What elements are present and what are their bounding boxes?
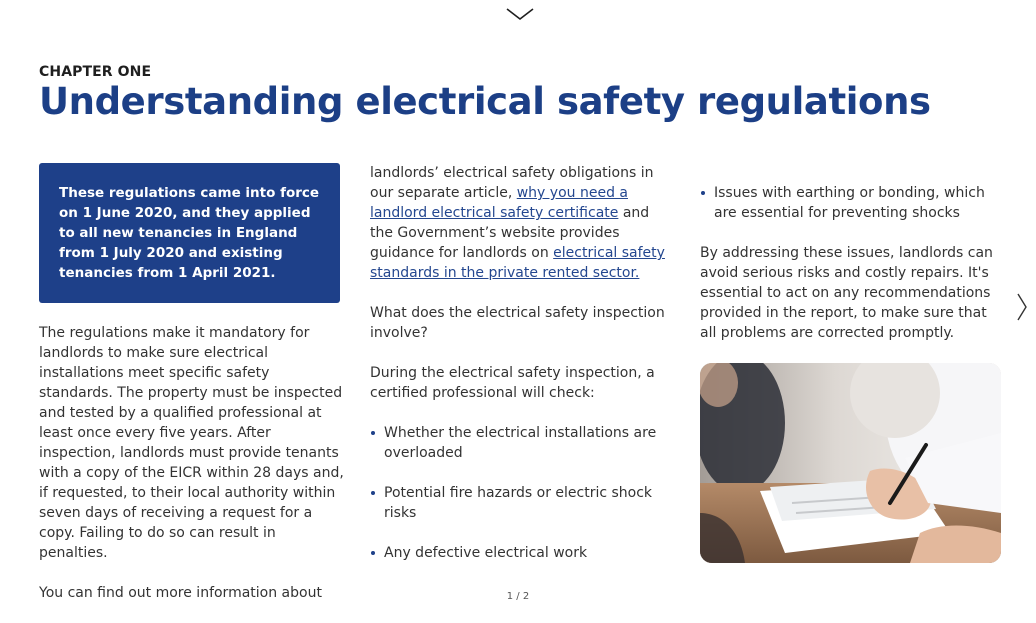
column-3-paragraph: By addressing these issues, landlords can avoid serious risks and costly repairs. It's essential to act on any recommendations provided in the report, to make sure that all problems are corrected promptly. (700, 245, 993, 341)
photo-illustration (700, 363, 1001, 563)
text-segment: and the Government’s website provides guidance for landlords on (370, 205, 650, 261)
chevron-down-icon[interactable] (505, 6, 535, 22)
chevron-right-icon[interactable] (1016, 292, 1028, 322)
column-3 (700, 183, 1005, 363)
column-1-paragraph-2: You can find out more information about (39, 585, 322, 601)
text-segment: landlords’ electrical safety obligations in our separate article, (370, 165, 654, 201)
page-title: Understanding electrical safety regulations (39, 80, 931, 123)
document-signing-photo (700, 363, 1001, 563)
column-2 (370, 163, 672, 583)
page-indicator: 1 / 2 (506, 591, 530, 602)
column-2-paragraph-links (370, 163, 672, 283)
inspection-checklist-continued (700, 183, 1005, 223)
list-item: Whether the electrical installations are overloaded (370, 423, 672, 463)
safety-standards-link[interactable]: electrical safety standards in the private rented sector. (370, 245, 665, 281)
callout-box (39, 163, 340, 303)
list-item: Issues with earthing or bonding, which are essential for preventing shocks (700, 183, 1005, 223)
list-item: Any defective electrical work (370, 543, 672, 563)
list-item: Potential fire hazards or electric shock risks (370, 483, 672, 523)
inspection-intro: During the electrical safety inspection, a certified professional will check: (370, 365, 655, 401)
column-1-paragraph-1: The regulations make it mandatory for landlords to make sure electrical installations meet specific safety standards. The property must be inspected and tested by a qualified professional at least once every five years. After inspection, landlords must provide tenants with a copy of the EICR within 28 days and, if requested, to their local authority within seven days of receiving a request for a copy. Failing to do so can result in penalties. (39, 325, 344, 561)
inspection-checklist (370, 423, 672, 563)
landlord-certificate-link[interactable]: why you need a landlord electrical safety certificate (370, 185, 628, 221)
callout-text: These regulations came into force on 1 June 2020, and they applied to all new tenancies in England from 1 July 2020 and existing tenancies from 1 April 2021. (59, 185, 320, 281)
chapter-label: CHAPTER ONE (39, 64, 152, 80)
inspection-question: What does the electrical safety inspection involve? (370, 305, 665, 341)
column-1 (39, 323, 344, 623)
